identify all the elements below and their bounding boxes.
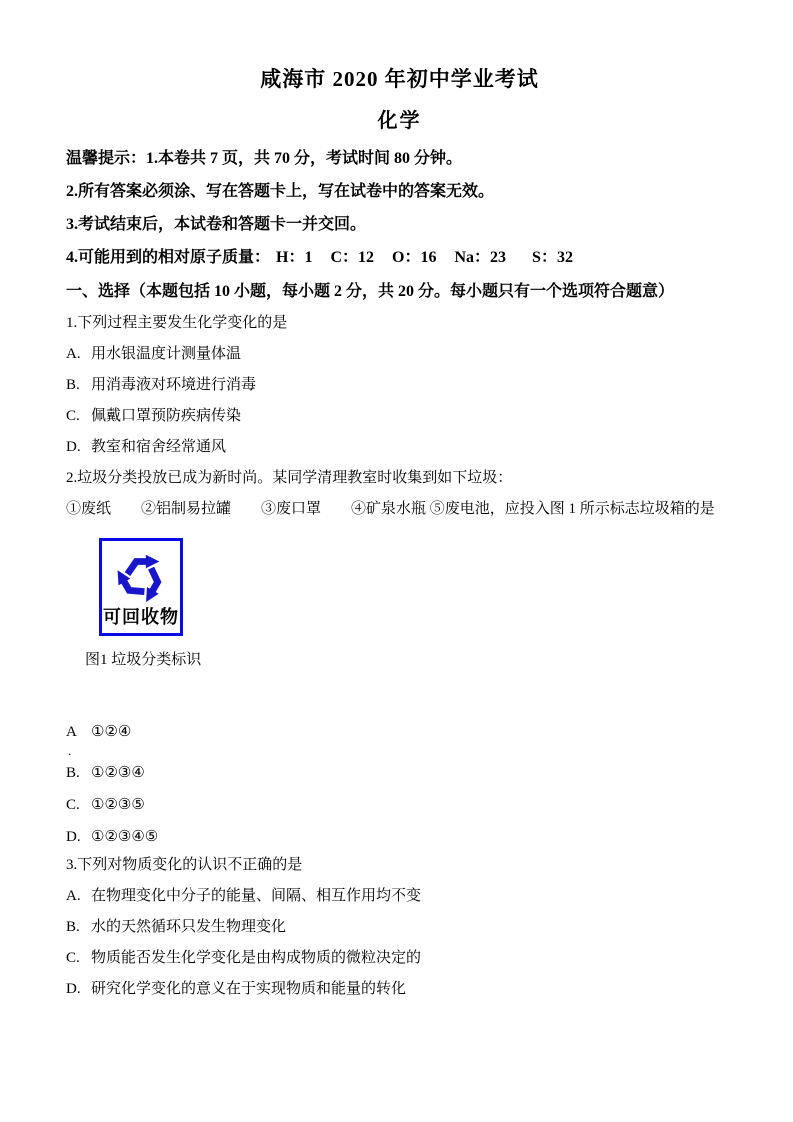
option-label: C. [66,408,80,424]
atomic-mass-S: S：32 [532,249,573,266]
option-text: ①②③④ [91,765,145,781]
question-2-option-c [66,797,733,814]
recyclable-sign-label: 可回收物 [103,606,179,627]
option-text: 水的天然循环只发生物理变化 [91,919,287,935]
atomic-masses-label: 4.可能用到的相对原子质量： [66,249,271,266]
question-3-text: 3.下列对物质变化的认识不正确的是 [66,857,303,873]
option-text: 物质能否发生化学变化是由构成物质的微粒决定的 [91,950,422,966]
option-text: 研究化学变化的意义在于实现物质和能量的转化 [91,981,407,997]
recycle-icon [112,548,170,606]
option-label: D. [66,829,81,845]
option-label: B. [66,377,80,393]
option-text: ①②④ [91,724,132,740]
notice-line-3: 3.考试结束后，本试卷和答题卡一并交回。 [66,216,367,233]
option-label: B. [66,919,80,935]
question-3-number: 3. [66,857,78,873]
figure-1-caption: 图1 垃圾分类标识 [85,652,202,668]
option-text: 用消毒液对环境进行消毒 [91,377,257,393]
option-label: A. [66,888,81,904]
option-text: 教室和宿舍经常通风 [91,439,227,455]
atomic-mass-O: O：16 [392,249,437,266]
option-label: A. [66,346,81,362]
option-label: C. [66,950,80,966]
option-text: ①②③⑤ [91,797,145,813]
question-2-option-d [66,829,733,846]
notice-line-2: 2.所有答案必须涂、写在答题卡上，写在试卷中的答案无效。 [66,183,495,200]
question-1-number: 1. [66,315,78,331]
question-1-option-d [66,439,733,456]
recyclable-sign [99,538,183,636]
option-label: D. [66,981,81,997]
question-1-option-b [66,377,733,394]
notice-line-1: 温馨提示：1.本卷共 7 页，共 70 分，考试时间 80 分钟。 [66,150,463,167]
question-3-option-c [66,950,733,967]
option-text: 在物理变化中分子的能量、间隔、相互作用均不变 [91,888,422,904]
option-label: D. [66,439,81,455]
question-2-number: 2. [66,470,78,486]
option-label: C. [66,797,80,813]
option-label: A [66,724,77,740]
stray-period-mark: . [68,743,72,758]
question-1-option-a [66,346,733,363]
question-2-text: 2.垃圾分类投放已成为新时尚。某同学清理教室时收集到如下垃圾： [66,470,513,486]
page-title: 咸海市 2020 年初中学业考试 [260,67,539,91]
question-2-items-line: ①废纸 ②铝制易拉罐 ③废口罩 ④矿泉水瓶 ⑤废电池，应投入图 1 所示标志垃圾箱的是 [66,501,715,517]
question-3-option-d [66,981,733,998]
question-3-option-b [66,919,733,936]
question-1-text: 1.下列过程主要发生化学变化的是 [66,315,288,331]
question-1-option-c [66,408,733,425]
option-label: B. [66,765,80,781]
question-3-option-a [66,888,733,905]
question-2-option-a [66,724,733,758]
atomic-masses-line [66,249,733,267]
option-text: 佩戴口罩预防疾病传染 [91,408,242,424]
atomic-mass-Na: Na：23 [454,249,507,266]
section-header: 一、选择（本题包括 10 小题，每小题 2 分，共 20 分。每小题只有一个选项符合题意） [66,283,675,300]
atomic-mass-H: H：1 [276,249,313,266]
question-2-option-b [66,765,733,782]
option-text: 用水银温度计测量体温 [91,346,242,362]
atomic-mass-C: C：12 [330,249,375,266]
subject-title: 化学 [377,110,422,132]
option-text: ①②③④⑤ [91,829,159,845]
